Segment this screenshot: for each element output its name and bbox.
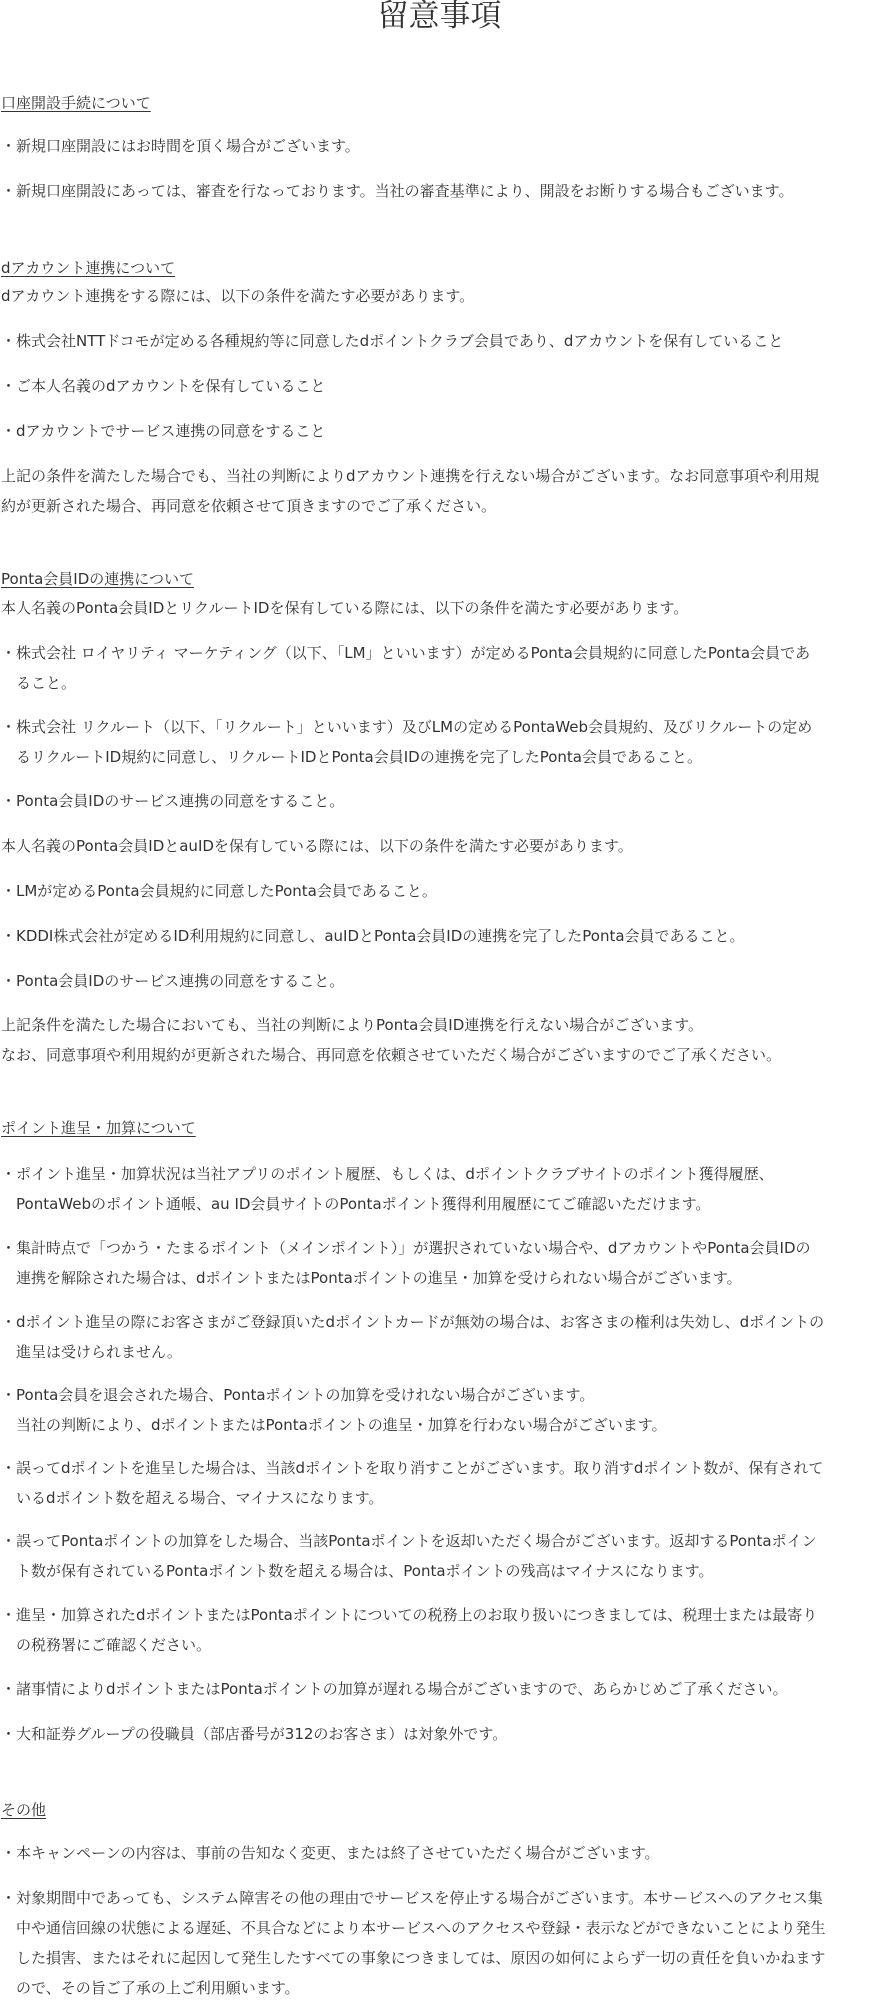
bullet: ・ — [1, 1313, 17, 1331]
ponta-note: 上記条件を満たした場合においても、当社の判断によりPonta会員ID連携を行えない場合がございます。 なお、同意事項や利用規約が更新された場合、再同意を依頼させていただく場合がございますのでご了承ください。 — [1, 1016, 782, 1064]
section-heading-ponta: Ponta会員IDの連携について — [1, 570, 194, 588]
section-heading-points: ポイント進呈・加算について — [1, 1119, 196, 1137]
section-heading-other: その他 — [1, 1801, 47, 1819]
bullet: ・ — [1, 1165, 17, 1183]
list-item: ・ ご本人名義のdアカウントを保有していること — [1, 371, 873, 401]
list-item: ・ 進呈・加算されたdポイントまたはPontaポイントについての税務上のお取り扱いにつきましては、税理士または最寄り の税務署にご確認ください。 — [1, 1600, 873, 1660]
daccount-note: 上記の条件を満たした場合でも、当社の判断によりdアカウント連携を行えない場合がございます。なお同意事項や利用規 約が更新された場合、再同意を依頼させて頂きますのでご了承ください。 — [1, 467, 820, 515]
bullet: ・ — [1, 1844, 17, 1862]
bullet: ・ — [1, 972, 17, 990]
list-item: ・ LMが定めるPonta会員規約に同意したPonta会員であること。 — [1, 876, 873, 906]
list-item: ・ KDDI株式会社が定めるID利用規約に同意し、auIDとPonta会員IDの連携を完了したPonta会員であること。 — [1, 921, 873, 951]
bullet: ・ — [1, 1680, 17, 1698]
list-item: ・ 集計時点で「つかう・たまるポイント（メインポイント）」が選択されていない場合や、dアカウントやPonta会員IDの 連携を解除された場合は、dポイントまたはPontaポイントの進呈・加算を受けられない場合がございます。 — [1, 1233, 873, 1293]
list-item: ・ 誤ってPontaポイントの加算をした場合、当該Pontaポイントを返却いただく場合がございます。返却するPontaポイン ト数が保有されているPontaポイント数を超える場合は、Pontaポイントの残高はマイナスになります。 — [1, 1526, 873, 1586]
bullet: ・ — [1, 792, 17, 810]
section-heading-daccount: dアカウント連携について — [1, 259, 176, 277]
bullet: ・ — [1, 718, 17, 736]
list-item: ・ Ponta会員IDのサービス連携の同意をすること。 — [1, 966, 873, 996]
list-item: ・ 新規口座開設にはお時間を頂く場合がございます。 — [1, 131, 873, 161]
bullet: ・ — [1, 882, 17, 900]
bullet: ・ — [1, 1606, 17, 1624]
bullet: ・ — [1, 1459, 17, 1477]
list-item: ・ 諸事情によりdポイントまたはPontaポイントの加算が遅れる場合がございますので、あらかじめご了承ください。 — [1, 1674, 873, 1704]
bullet: ・ — [1, 927, 17, 945]
list-item: ・ dポイント進呈の際にお客さまがご登録頂いたdポイントカードが無効の場合は、お客さまの権利は失効し、dポイントの 進呈は受けられません。 — [1, 1307, 873, 1367]
list-item: ・ dアカウントでサービス連携の同意をすること — [1, 416, 873, 446]
list-item: ・ ポイント進呈・加算状況は当社アプリのポイント履歴、もしくは、dポイントクラブサイトのポイント獲得履歴、 PontaWebのポイント通帳、au ID会員サイトのPontaポイント獲得利用履歴にてご確認いただけます。 — [1, 1159, 873, 1219]
list-item: ・ Ponta会員を退会された場合、Pontaポイントの加算を受けれない場合がございます。 当社の判断により、dポイントまたはPontaポイントの進呈・加算を行わない場合がございます。 — [1, 1380, 873, 1440]
list-item: ・ Ponta会員IDのサービス連携の同意をすること。 — [1, 786, 873, 816]
daccount-intro: dアカウント連携をする際には、以下の条件を満たす必要があります。 — [1, 287, 475, 305]
ponta-intro-au: 本人名義のPonta会員IDとauIDを保有している際には、以下の条件を満たす必要があります。 — [1, 837, 633, 855]
bullet: ・ — [1, 1239, 17, 1257]
bullet: ・ — [1, 377, 17, 395]
section-heading-account: 口座開設手続について — [1, 94, 151, 112]
bullet: ・ — [1, 1386, 17, 1404]
bullet: ・ — [1, 1725, 17, 1743]
bullet: ・ — [1, 422, 17, 440]
list-item: ・ 株式会社 リクルート（以下、「リクルート」といいます）及びLMの定めるPontaWeb会員規約、及びリクルートの定め るリクルートID規約に同意し、リクルートIDとPonta会員IDの連携を完了したPonta会員であること。 — [1, 712, 873, 772]
ponta-intro-recruit: 本人名義のPonta会員IDとリクルートIDを保有している際には、以下の条件を満たす必要があります。 — [1, 599, 689, 617]
page-title: 留意事項 — [377, 0, 502, 34]
list-item: ・ 本キャンペーンの内容は、事前の告知なく変更、または終了させていただく場合がございます。 — [1, 1838, 873, 1868]
bullet: ・ — [1, 137, 17, 155]
bullet: ・ — [1, 1532, 17, 1550]
list-item: ・ 大和証券グループの役職員（部店番号が312のお客さま）は対象外です。 — [1, 1719, 873, 1749]
bullet: ・ — [1, 1889, 17, 1907]
bullet: ・ — [1, 332, 17, 350]
list-item: ・ 株式会社 ロイヤリティ マーケティング（以下、「LM」といいます）が定めるPonta会員規約に同意したPonta会員であ ること。 — [1, 638, 873, 698]
list-item: ・ 新規口座開設にあっては、審査を行なっております。当社の審査基準により、開設をお断りする場合もございます。 — [1, 176, 873, 206]
bullet: ・ — [1, 182, 17, 200]
list-item: ・ 対象期間中であっても、システム障害その他の理由でサービスを停止する場合がございます。本サービスへのアクセス集 中や通信回線の状態による遅延、不具合などにより本サービスへのアクセスや登録・表示などができないことにより発生 した損害、またはそれに起因して発生したすべての事象につきましては、原因の如何によらず一切の責任を負いかねます ので、その旨ご了承の上ご利用願います。 — [1, 1883, 873, 2003]
list-item: ・ 誤ってdポイントを進呈した場合は、当該dポイントを取り消すことがございます。取り消すdポイント数が、保有されて いるdポイント数を超える場合、マイナスになります。 — [1, 1453, 873, 1513]
bullet: ・ — [1, 644, 17, 662]
list-item: ・ 株式会社NTTドコモが定める各種規約等に同意したdポイントクラブ会員であり、dアカウントを保有していること — [1, 326, 873, 356]
